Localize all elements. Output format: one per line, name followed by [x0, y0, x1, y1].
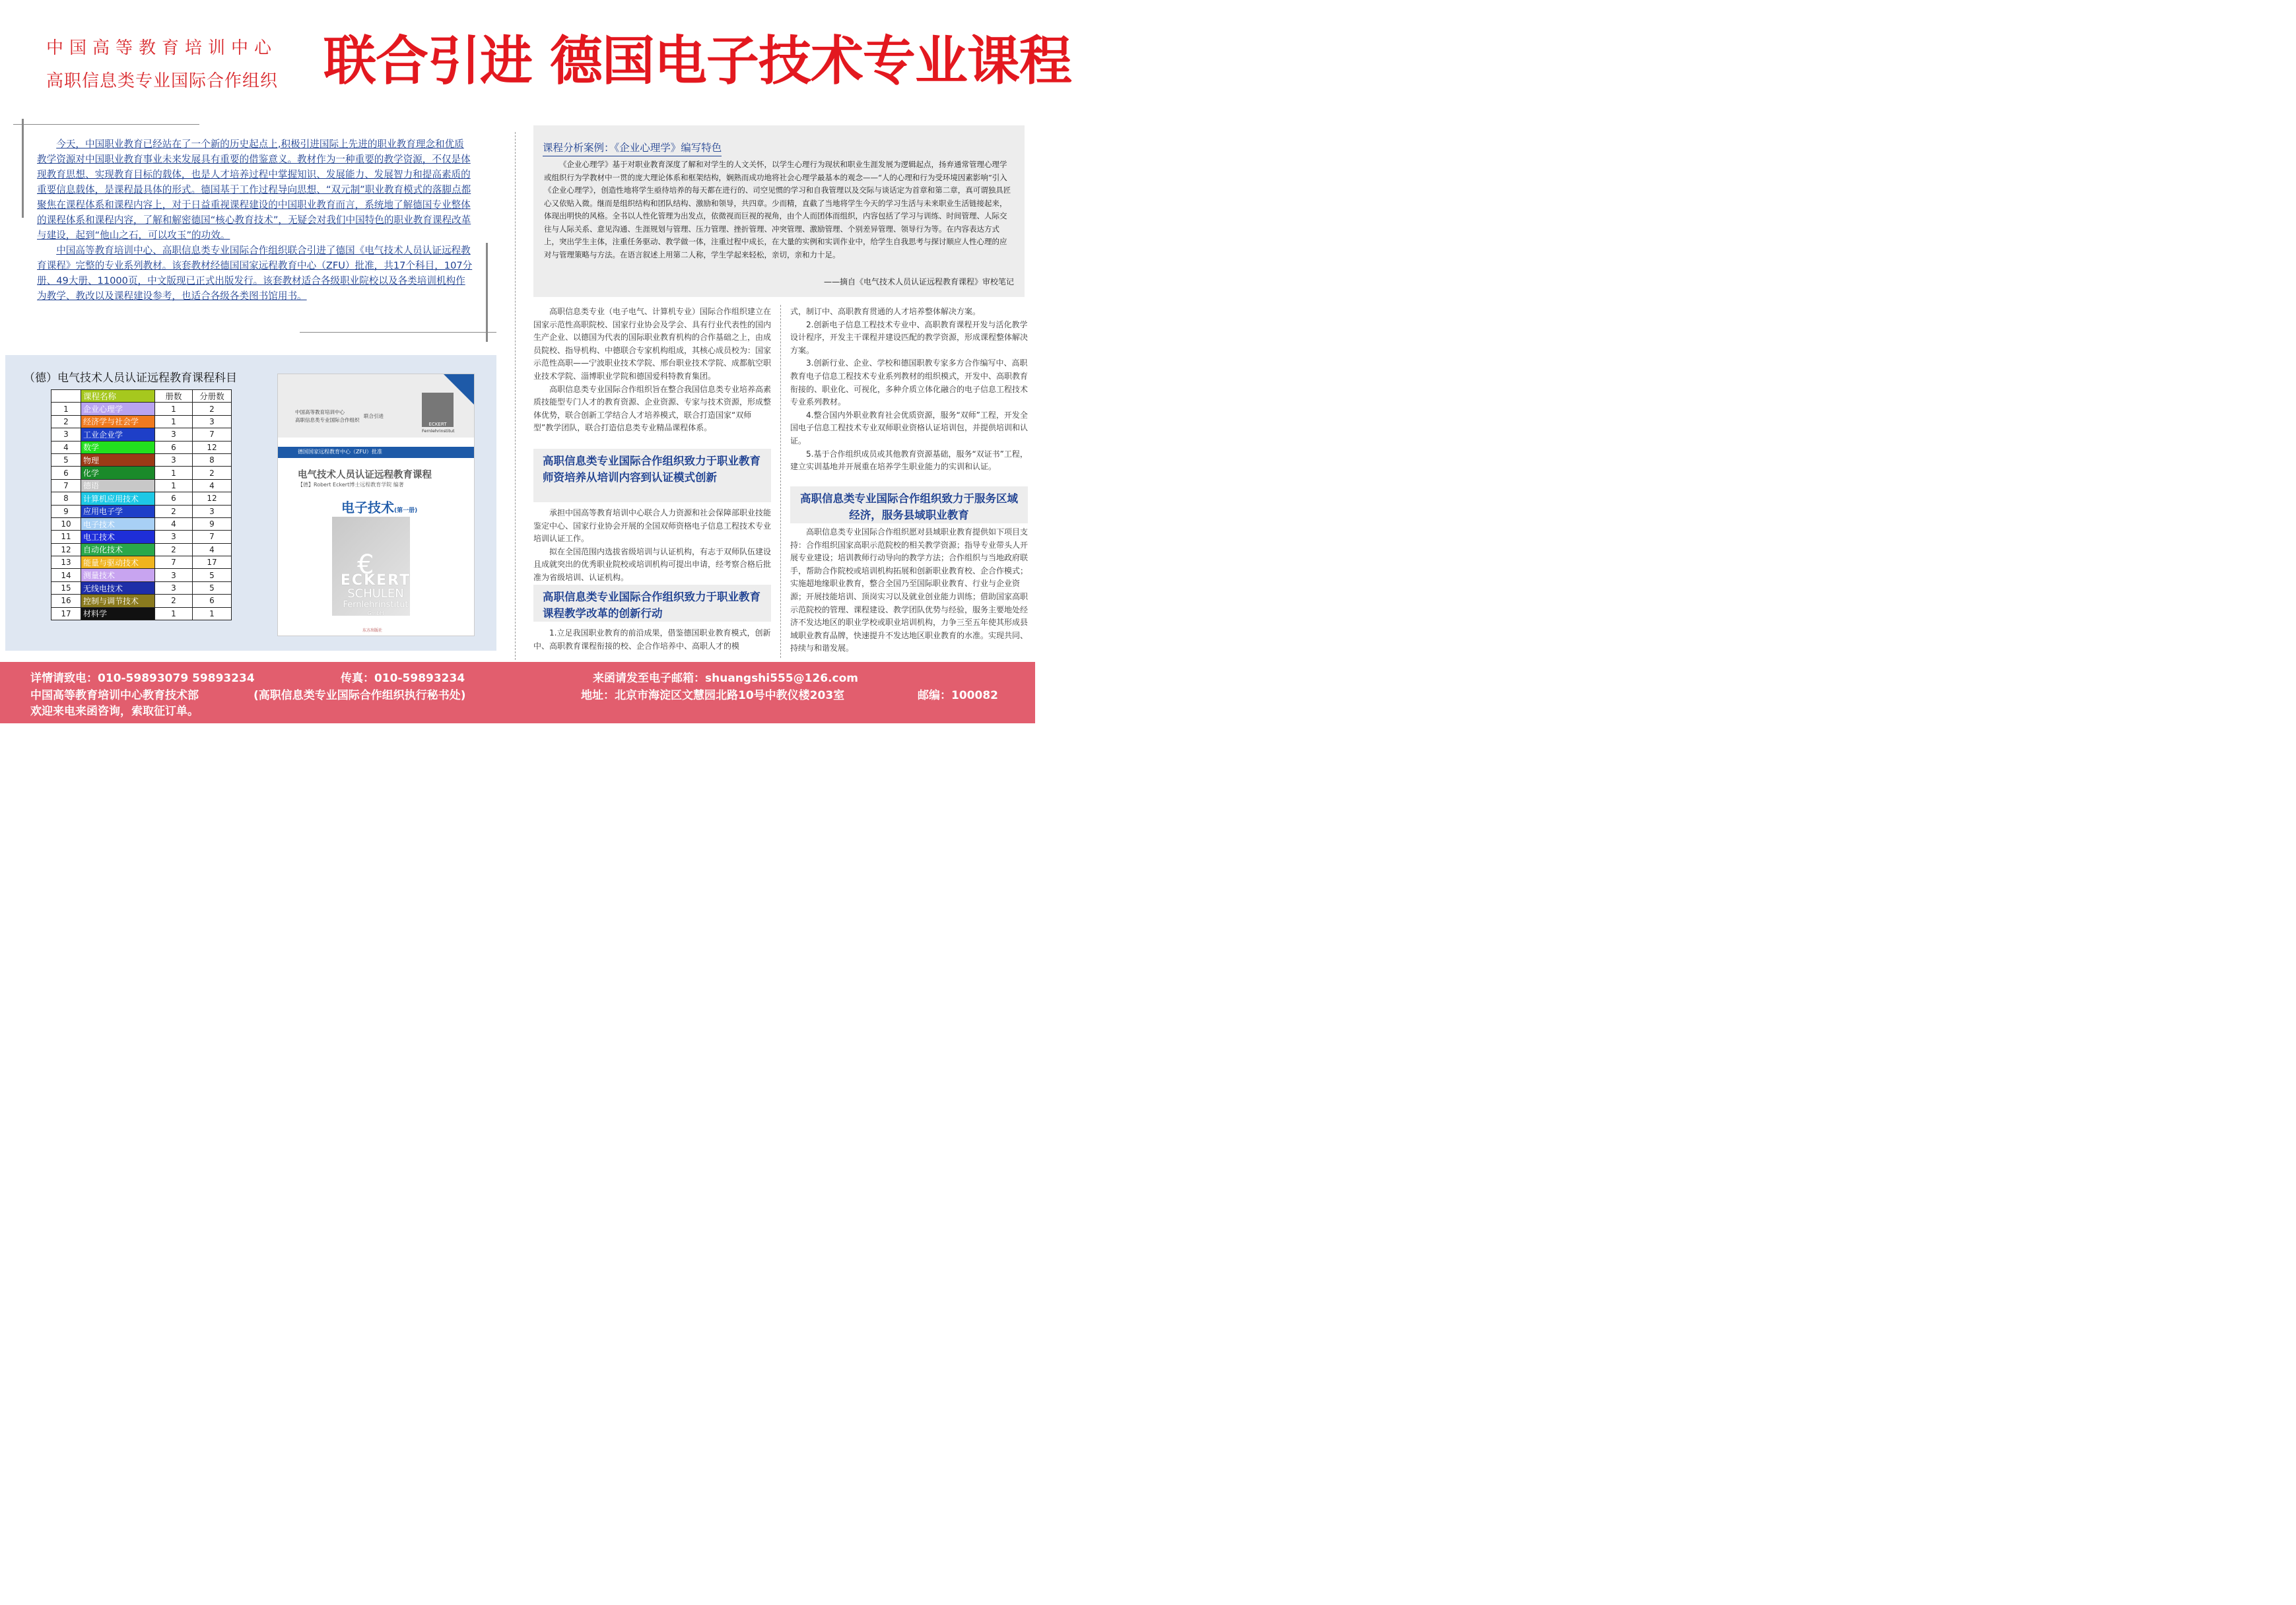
course-subvolumes: 7 [193, 531, 232, 543]
case-study-source: ——摘自《电气技术人员认证远程教育课程》审校笔记 [823, 277, 1014, 286]
book-approval-bar [278, 447, 474, 458]
footer-dept: 中国高等教育培训中心教育技术部 [30, 689, 199, 702]
course-name: 化学 [81, 467, 155, 479]
course-no: 9 [51, 505, 81, 517]
course-table-row [51, 428, 232, 441]
footer-secretariat: (高职信息类专业国际合作组织执行秘书处) [253, 689, 466, 702]
case-study-title: 课程分析案例：《企业心理学》编写特色 [543, 140, 722, 156]
course-no: 12 [51, 543, 81, 556]
header-subvolumes: 分册数 [193, 390, 232, 403]
course-books: 2 [155, 595, 193, 607]
decor-hline-top [13, 124, 199, 125]
book-publisher: 东方出版社 [362, 628, 383, 633]
main-title: 联合引进 德国电子技术专业课程 [323, 30, 1071, 92]
course-table-row [51, 581, 232, 594]
course-table-row [51, 467, 232, 479]
footer-fax: 传真：010-59893234 [341, 672, 465, 685]
course-subvolumes: 3 [193, 415, 232, 428]
course-no: 8 [51, 492, 81, 505]
course-table-body [51, 403, 232, 620]
divider-dashed-cols [780, 305, 781, 658]
course-panel [5, 355, 496, 651]
course-no: 2 [51, 415, 81, 428]
course-name: 应用电子学 [81, 505, 155, 517]
course-name: 物理 [81, 453, 155, 466]
course-table-title: （德）电气技术人员认证远程教育课程科目 [24, 372, 237, 385]
course-subvolumes: 3 [193, 505, 232, 517]
case-study-body: 《企业心理学》基于对职业教育深度了解和对学生的人文关怀，以学生心理行为现状和职业生涯发展为逻辑起点，扬弃通常管理心理学或组织行为学教材中一贯的庞大理论体系和框架结构，娴熟而成功地将社会心理学最基本的观念——“人的心理和行为受环境因素影响”引入《企业心理学》，创造性地将学生亟待培养的每天都在进行的、司空见惯的学习和自我管理以及交际与谈话定为首章和第二章，真可谓独具匠心又依贴入微。继而是组织结构和团队结构、激励和领导，共四章。少而精，直截了当地将学生今天的学习生活与未来职业生活链接起来，体现出明快的风格。全书以人性化管理为出发点，依微视而巨视的视角，由个人而团体而组织，内容包括了学习与训练、时间管理、人际交往与人际关系、意见沟通、生涯规划与管理、压力管理、挫折管理、冲突管理、激励管理、个别差异管理、领导行为等。在内容表达方式上，突出学生主体，注重任务驱动、教学做一体，注重过程中成长，在大量的实例和实训作业中，给学生自我思考与探讨顺应人性心理的应对与管理策略与方法。在语言叙述上用第二人称，学生学起来轻松，亲切，亲和力十足。 [544, 160, 1011, 259]
book-logo-schulen: SCHULEN [347, 587, 404, 601]
course-no: 11 [51, 531, 81, 543]
course-table-row [51, 595, 232, 607]
course-books: 1 [155, 479, 193, 492]
mid-paragraph-5: 1.立足我国职业教育的前沿成果，借鉴德国职业教育模式，创新中、高职教育课程衔接的校、企合作培养中、高职人才的模 [533, 628, 771, 651]
book-logo-small-sub: Fernlehrinstitut [422, 428, 455, 434]
course-books: 6 [155, 492, 193, 505]
mid-paragraph-3: 承担中国高等教育培训中心联合人力资源和社会保障部职业技能鉴定中心、国家行业协会开展的全国双师资格电子信息工程技术专业培训认证工作。 [533, 508, 772, 544]
book-logo-eckert: ECKERT [340, 572, 411, 589]
course-table-header [51, 390, 232, 403]
header-books: 册数 [155, 390, 193, 403]
right-paragraph-5: 5.基于合作组织成员或其他教育资源基础，服务“双证书”工程，建立实训基地并开展重在培养学生职业能力的实训和认证。 [790, 449, 1028, 472]
course-name: 自动化技术 [81, 543, 155, 556]
book-org-line2: 高职信息类专业国际合作组织 [295, 417, 360, 423]
course-no: 3 [51, 428, 81, 441]
divider-dashed-main [515, 132, 516, 660]
course-subvolumes: 17 [193, 556, 232, 569]
course-books: 6 [155, 441, 193, 453]
middle-column [533, 306, 771, 435]
org-name-line1: 中国高等教育培训中心 [46, 38, 278, 58]
footer-postcode: 邮编：100082 [918, 689, 998, 702]
course-no: 4 [51, 441, 81, 453]
course-table-row [51, 556, 232, 569]
course-name: 工业企业学 [81, 428, 155, 441]
course-table-row [51, 505, 232, 517]
course-table [51, 389, 232, 620]
course-table-row [51, 441, 232, 453]
footer-welcome: 欢迎来电来函咨询，索取征订单。 [30, 705, 199, 718]
header-course-name: 课程名称 [81, 390, 155, 403]
right-paragraph-4: 4.整合国内外职业教育社会优质资源，服务“双师”工程，开发全国电子信息工程技术专业双师职业资格认证培训包，并提供培训和认证。 [790, 410, 1029, 445]
case-study-box [533, 125, 1025, 297]
right-paragraph-1: 式，制订中、高职教育贯通的人才培养整体解决方案。 [790, 307, 981, 316]
course-table-row [51, 517, 232, 530]
intro-paragraph-2: 中国高等教育培训中心、高职信息类专业国际合作组织联合引进了德国《电气技术人员认证远程教育课程》完整的专业系列教材。该套教材经德国国家远程教育中心（ZFU）批准，共17个科目，107分册、49大册、11000页，中文版现已正式出版发行。该套教材适合各级职业院校以及各类培训机构作为教学、教改以及课程建设参考，也适合各级各类图书馆用书。 [37, 245, 473, 302]
course-table-row [51, 492, 232, 505]
course-name: 能量与驱动技术 [81, 556, 155, 569]
course-books: 1 [155, 467, 193, 479]
book-org-lines [295, 409, 360, 424]
footer-phone: 详情请致电：010-59893079 59893234 [30, 672, 255, 685]
eckert-gear-icon: € [357, 550, 374, 580]
course-subvolumes: 9 [193, 517, 232, 530]
course-table-row [51, 543, 232, 556]
course-table-row [51, 403, 232, 415]
course-books: 3 [155, 428, 193, 441]
book-approval-text: 德国国家远程教育中心（ZFU）批准 [298, 449, 382, 455]
course-name: 控制与调节技术 [81, 595, 155, 607]
middle-column-3 [533, 627, 771, 656]
org-name-line2: 高职信息类专业国际合作组织 [46, 71, 279, 91]
course-subvolumes: 12 [193, 441, 232, 453]
right-paragraph-6: 高职信息类专业国际合作组织愿对县域职业教育提供如下项目支持：合作组织国家高职示范院校的相关教学资源；指导专业带头人开展专业建设；培训教师行动导向的教学方法；合作组织与当地政府联手，帮助合作院校或培训机构拓展和创新职业教育校、企合作模式；实施超地缘职业教育，整合全国乃至国际职业教育、行业与企业资源；开展技能培训、顶岗实习以及就业创业能力训练；借助国家高职示范院校的管理、课程建设、教学团队优势与经验，服务主要地处经济不发达地区的职业学校或职业培训机构，力争三至五年使其形成县域职业教育品牌，快速提升不发达地区职业教育的水准。实现共同、持续与和谐发展。 [790, 527, 1029, 653]
right-paragraph-3: 3.创新行业、企业、学校和德国职教专家多方合作编写中、高职教育电子信息工程技术专业系列教材的组织模式，开发中、高职教育衔接的、职业化、可视化，多种介质立体化融合的电子信息工程技术专业系列教材。 [790, 358, 1029, 407]
header-no [51, 390, 81, 403]
course-table-row [51, 479, 232, 492]
intro-paragraph-1: 今天，中国职业教育已经站在了一个新的历史起点上,积极引进国际上先进的职业教育理念和优质教学资源对中国职业教育事业未来发展具有重要的借鉴意义。教材作为一种重要的教学资源，不仅是体现教育思想、实现教育目标的载体，也是人才培养过程中掌握知识、发展能力、发展智力和提高素质的重要信息载体，是课程最具体的形式。德国基于工作过程导向思想、“双元制”职业教育模式的落脚点都聚焦在课程体系和课程内容上，对于日益重视课程建设的中国职业教育而言，系统地了解德国专业整体的课程体系和课程内容，了解和解密德国“核心教育技术”，无疑会对我们中国特色的职业教育课程改革与建设，起到“他山之石，可以攻玉”的功效。 [37, 139, 471, 241]
course-name: 数学 [81, 441, 155, 453]
decor-hline-bottom [300, 332, 496, 333]
footer-email: 来函请发至电子邮箱：shuangshi555@126.com [593, 672, 859, 685]
right-paragraph-2: 2.创新电子信息工程技术专业中、高职教育课程开发与活化教学设计程序，开发主干课程并建设匹配的教学资源，形成课程整体解决方案。 [790, 319, 1029, 355]
course-subvolumes: 4 [193, 543, 232, 556]
course-subvolumes: 6 [193, 595, 232, 607]
book-title-main: 电子技术 [341, 500, 394, 515]
course-subvolumes: 1 [193, 607, 232, 620]
course-table-row [51, 531, 232, 543]
course-books: 3 [155, 453, 193, 466]
course-books: 3 [155, 531, 193, 543]
decor-vline-right [486, 243, 488, 342]
book-org-line1: 中国高等教育培训中心 [295, 409, 345, 415]
course-no: 13 [51, 556, 81, 569]
course-no: 7 [51, 479, 81, 492]
course-subvolumes: 2 [193, 403, 232, 415]
course-name: 计算机应用技术 [81, 492, 155, 505]
course-name: 无线电技术 [81, 581, 155, 594]
course-name: 材料学 [81, 607, 155, 620]
book-title [341, 497, 417, 516]
course-subvolumes: 5 [193, 581, 232, 594]
right-column [790, 306, 1028, 474]
book-series-title: 电气技术人员认证远程教育课程 [298, 470, 432, 480]
course-no: 10 [51, 517, 81, 530]
course-books: 2 [155, 543, 193, 556]
right-column-2 [790, 526, 1028, 655]
middle-column-2 [533, 507, 771, 585]
book-logo-small-text: ECKERT [422, 422, 454, 427]
book-volume: (第一册) [394, 508, 418, 514]
course-no: 15 [51, 581, 81, 594]
course-subvolumes: 5 [193, 569, 232, 581]
book-logo-fern: Fernlehrinstitut [343, 600, 409, 610]
mid-paragraph-1: 高职信息类专业（电子电气、计算机专业）国际合作组织建立在国家示范性高职院校、国家行业协会及学会、具有行业代表性的国内生产企业、以德国为代表的国际职业教育机构的合作基础之上，由成员院校、指导机构、中德联合专家机构组成，其核心成员校为：国家示范性高职——宁波职业技术学院、邢台职业技术学院、成都航空职业技术学院、淄博职业学院和德国爱科特教育集团。 [533, 307, 772, 381]
right-heading-3: 高职信息类专业国际合作组织致力于服务区域经济，服务县域职业教育 [790, 486, 1028, 523]
course-name: 企业心理学 [81, 403, 155, 415]
footer-contact-bar [0, 662, 1035, 723]
course-no: 6 [51, 467, 81, 479]
course-name: 电工技术 [81, 531, 155, 543]
course-name: 德语 [81, 479, 155, 492]
course-subvolumes: 7 [193, 428, 232, 441]
eckert-logo-small [422, 393, 454, 422]
course-table-row [51, 607, 232, 620]
course-no: 16 [51, 595, 81, 607]
mid-paragraph-2: 高职信息类专业国际合作组织旨在整合我国信息类专业培养高素质技能型专门人才的教育资源、企业资源、专家与技术资源，形成整体优势，联合创新工学结合人才培养模式，联合打造国家“双师型”教学团队，联合打造信息类专业精品课程体系。 [533, 384, 772, 433]
course-subvolumes: 2 [193, 467, 232, 479]
decor-vline-left [22, 119, 24, 218]
book-org-suffix: 联合引进 [364, 413, 384, 419]
course-table-row [51, 453, 232, 466]
course-no: 5 [51, 453, 81, 466]
course-books: 1 [155, 415, 193, 428]
mid-paragraph-4: 拟在全国范围内选拔省级培训与认证机构，有志于双师队伍建设且成就突出的优秀职业院校或培训机构可提出申请，经考察合格后批准为省级培训、认证机构。 [533, 546, 772, 582]
course-books: 1 [155, 607, 193, 620]
course-books: 3 [155, 569, 193, 581]
course-name: 电子技术 [81, 517, 155, 530]
course-table-row [51, 415, 232, 428]
course-subvolumes: 8 [193, 453, 232, 466]
course-books: 7 [155, 556, 193, 569]
book-cover [277, 374, 475, 636]
mid-heading-1: 高职信息类专业国际合作组织致力于职业教育师资培养从培训内容到认证模式创新 [533, 449, 771, 502]
course-no: 14 [51, 569, 81, 581]
course-no: 1 [51, 403, 81, 415]
course-no: 17 [51, 607, 81, 620]
course-name: 测量技术 [81, 569, 155, 581]
book-editor: 【德】Robert Eckert博士远程教育学院 编著 [298, 482, 404, 488]
course-subvolumes: 12 [193, 492, 232, 505]
course-table-row [51, 569, 232, 581]
intro-text [37, 137, 473, 304]
course-books: 2 [155, 505, 193, 517]
course-books: 4 [155, 517, 193, 530]
course-subvolumes: 4 [193, 479, 232, 492]
book-logo-gmbh: GmbH [367, 610, 384, 616]
footer-address: 地址：北京市海淀区文慧园北路10号中教仪楼203室 [581, 689, 845, 702]
course-books: 3 [155, 581, 193, 594]
mid-heading-2: 高职信息类专业国际合作组织致力于职业教育课程教学改革的创新行动 [533, 585, 771, 622]
course-name: 经济学与社会学 [81, 415, 155, 428]
course-books: 1 [155, 403, 193, 415]
